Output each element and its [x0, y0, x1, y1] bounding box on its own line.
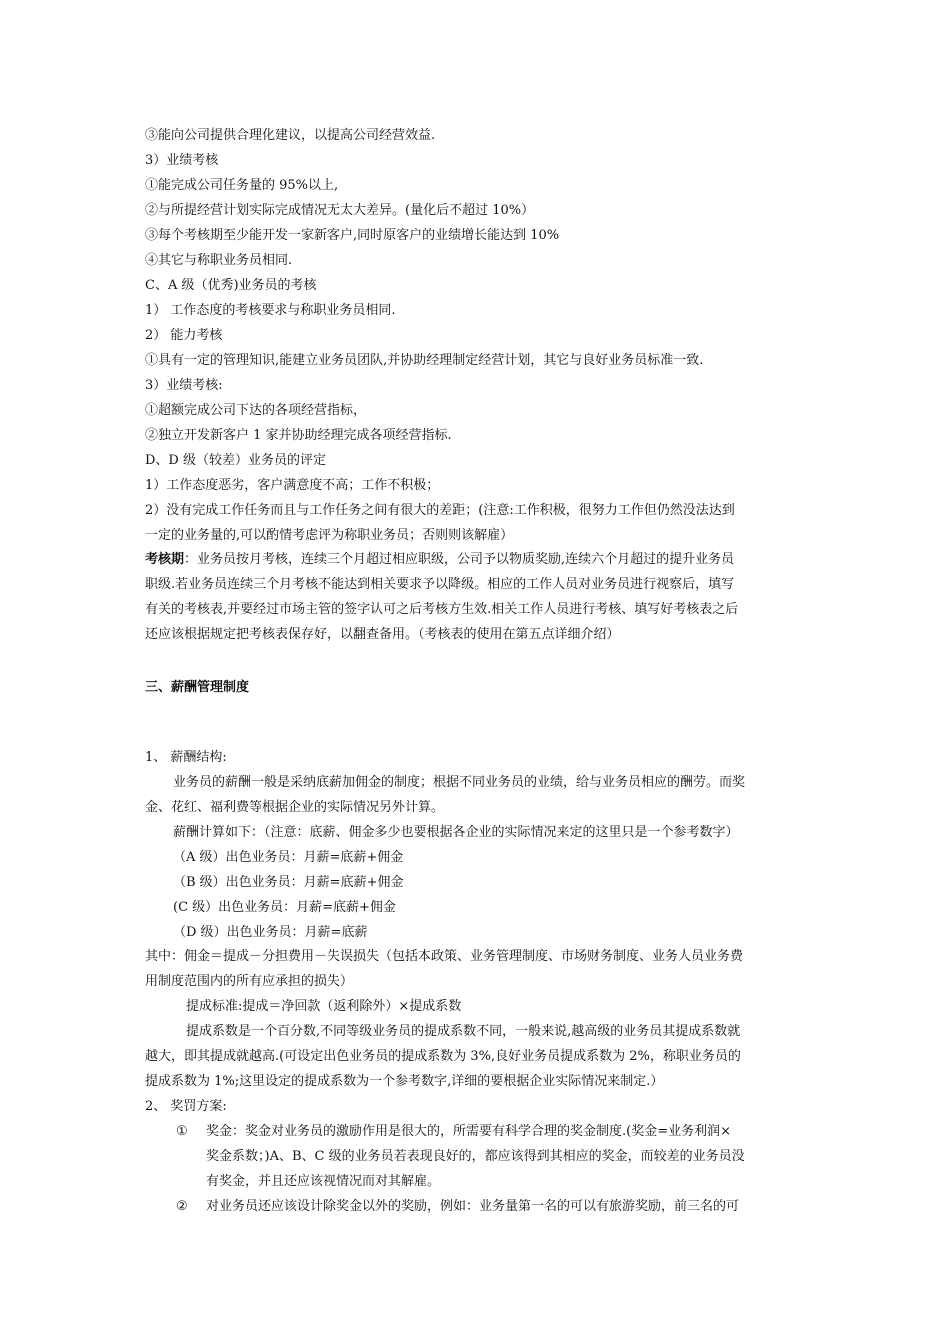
text-line: ②独立开发新客户 1 家并协助经理完成各项经营指标. [145, 428, 452, 443]
text-line: 对业务员还应该设计除奖金以外的奖励，例如：业务量第一名的可以有旅游奖励，前三名的可 [206, 1199, 740, 1214]
subsection-heading: C、A 级（优秀)业务员的考核 [145, 278, 317, 293]
section-title: 三、薪酬管理制度 [145, 680, 250, 695]
text-line: 一定的业务量的,可以酌情考虑评为称职业务员；否则则该解雇） [145, 528, 514, 543]
text-line: 薪酬计算如下：（注意：底薪、佣金多少也要根据各企业的实际情况来定的这里只是一个参考数字） [173, 825, 739, 840]
text-line: 2）没有完成工作任务而且与工作任务之间有很大的差距；(注意:工作积极，很努力工作但仍然没法达到 [145, 503, 735, 518]
text-line: 还应该根据规定把考核表保存好，以翻查备用。（考核表的使用在第五点详细介绍） [145, 627, 620, 642]
assessment-label: 考核期 [145, 552, 185, 567]
text-line: 其中：佣金＝提成－分担费用－失误损失（包括本政策、业务管理制度、市场财务制度、业务人员业务费 [145, 949, 744, 964]
text-line: ④其它与称职业务员相同. [145, 253, 293, 268]
text-line: 1）工作态度恶劣，客户满意度不高；工作不积极； [145, 478, 440, 493]
text-line: ③每个考核期至少能开发一家新客户,同时原客户的业绩增长能达到 10% [145, 228, 560, 243]
subsection-heading: D、D 级（较差）业务员的评定 [145, 453, 326, 468]
salary-formula: (C 级）出色业务员：月薪=底薪+佣金 [173, 900, 396, 915]
text-line: 金、花红、福利费等根据企业的实际情况另外计算。 [145, 800, 445, 815]
text-line: 用制度范围内的所有应承担的损失） [145, 974, 354, 989]
text-line: 2） 能力考核 [145, 328, 223, 343]
text-line: 有关的考核表,并要经过市场主管的签字认可之后考核方生效.相关工作人员进行考核、填写好考核表之后 [145, 602, 739, 617]
text-line: 越大，即其提成就越高.(可设定出色业务员的提成系数为 3%,良好业务员提成系数为 2%，称职业务员的 [145, 1049, 741, 1064]
text-line: 有奖金，并且还应该视情况而对其解雇。 [206, 1174, 441, 1189]
text-line: 提成系数为 1%;这里设定的提成系数为一个参考数字,详细的要根据企业实际情况来制定.） [145, 1074, 664, 1089]
text-line: ：业务员按月考核，连续三个月超过相应职级，公司予以物质奖励,连续六个月超过的提升业务员 [184, 552, 735, 567]
commission-standard: 提成标准:提成＝净回款（返利除外）×提成系数 [186, 999, 462, 1014]
text-line: ②与所提经营计划实际完成情况无太大差异。(量化后不超过 10%） [145, 203, 535, 218]
text-line: 3）业绩考核: [145, 378, 223, 393]
text-line: 1） 工作态度的考核要求与称职业务员相同. [145, 303, 396, 318]
text-line: 3）业绩考核 [145, 153, 219, 168]
salary-formula: （D 级）出色业务员：月薪=底薪 [173, 925, 368, 940]
text-line: ①能完成公司任务量的 95%以上, [145, 178, 339, 193]
item-marker: ① [176, 1124, 188, 1139]
text-line: ①具有一定的管理知识,能建立业务员团队,并协助经理制定经营计划，其它与良好业务员标准一致. [145, 353, 704, 368]
text-line: 奖金：奖金对业务员的激励作用是很大的，所需要有科学合理的奖金制度.(奖金=业务利润× [206, 1124, 731, 1139]
text-line: 奖金系数；)A、B、C 级的业务员若表现良好的，都应该得到其相应的奖金，而较差的业务员没 [206, 1149, 745, 1164]
text-line: 职级.若业务员连续三个月考核不能达到相关要求予以降级。相应的工作人员对业务员进行视察后，填写 [145, 577, 735, 592]
salary-formula: （B 级）出色业务员：月薪=底薪+佣金 [173, 875, 404, 890]
rewards-heading: 2、 奖罚方案: [145, 1099, 227, 1114]
text-line: ③能向公司提供合理化建议，以提高公司经营效益. [145, 128, 436, 143]
salary-heading: 1、 薪酬结构: [145, 750, 227, 765]
reward-item [176, 1195, 816, 1219]
assessment-paragraph [145, 548, 810, 572]
salary-formula: （A 级）出色业务员：月薪=底薪+佣金 [173, 850, 404, 865]
item-marker: ② [176, 1199, 188, 1214]
text-line: ①超额完成公司下达的各项经营指标， [145, 403, 367, 418]
text-line: 提成系数是一个百分数,不同等级业务员的提成系数不同，一般来说,越高级的业务员其提成系数就 [186, 1024, 741, 1039]
text-line: 业务员的薪酬一般是采纳底薪加佣金的制度；根据不同业务员的业绩，给与业务员相应的酬劳。而奖 [173, 775, 746, 790]
reward-item [176, 1120, 816, 1144]
